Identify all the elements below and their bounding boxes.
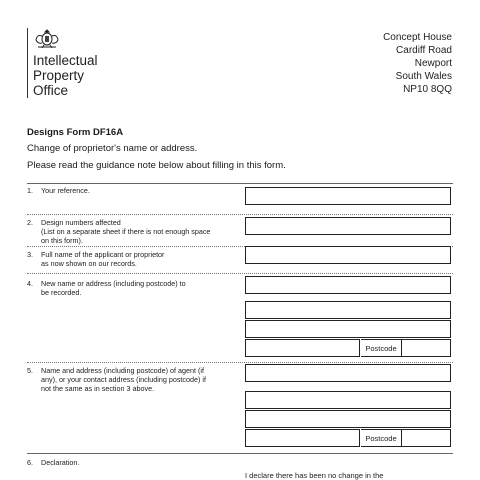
logo-line-1: Intellectual — [33, 53, 98, 68]
section-5-label: 5. Name and address (including postcode) of agent (if any), or your contact address (including postcode) if not the same as in section 3 above. — [27, 366, 206, 393]
section-divider — [27, 214, 453, 215]
section-2-label: 2. Design numbers affected (List on a separate sheet if there is not enough space on this form). — [27, 218, 211, 245]
applicant-name-input[interactable] — [245, 246, 451, 264]
royal-crest-icon — [34, 28, 60, 50]
new-address-line-2[interactable] — [245, 301, 451, 319]
logo-line-3: Office — [33, 83, 69, 98]
form-title: Designs Form DF16A — [27, 127, 124, 138]
logo-line-2: Property — [33, 68, 85, 83]
section-4-label: 4. New name or address (including postcode) to be recorded. — [27, 279, 186, 297]
design-numbers-input[interactable] — [245, 217, 451, 235]
postcode-label: Postcode — [361, 339, 401, 357]
agent-address-line-3[interactable] — [245, 410, 451, 428]
new-postcode-input[interactable] — [401, 339, 451, 357]
section-divider — [27, 273, 453, 274]
agent-address-line-1[interactable] — [245, 364, 451, 382]
section-1-label: 1. Your reference. — [27, 186, 90, 195]
new-address-line-3[interactable] — [245, 320, 451, 338]
agent-address-line-2[interactable] — [245, 391, 451, 409]
form-guidance: Please read the guidance note below about filling in this form. — [27, 160, 286, 171]
agent-postcode-input[interactable] — [401, 429, 451, 447]
address-line: NP10 8QQ — [403, 84, 452, 95]
agent-address-line-4[interactable] — [245, 429, 360, 447]
your-reference-input[interactable] — [245, 187, 451, 205]
office-address — [383, 31, 452, 96]
section-divider — [27, 183, 453, 184]
address-line: Newport — [414, 58, 452, 69]
section-divider — [27, 362, 453, 363]
postcode-label: Postcode — [361, 429, 401, 447]
section-divider — [27, 453, 453, 454]
address-line: Cardiff Road — [396, 45, 452, 56]
address-line: South Wales — [395, 71, 452, 82]
section-3-label: 3. Full name of the applicant or proprietor as now shown on our records. — [27, 250, 165, 268]
address-line: Concept House — [383, 32, 452, 43]
declaration-text: I declare there has been no change in the — [245, 471, 384, 480]
section-6-label: 6. Declaration. — [27, 458, 80, 467]
new-address-line-4[interactable] — [245, 339, 360, 357]
new-address-line-1[interactable] — [245, 276, 451, 294]
form-subtitle: Change of proprietor's name or address. — [27, 143, 198, 154]
logo-wordmark — [33, 53, 98, 98]
logo-divider — [27, 28, 28, 98]
